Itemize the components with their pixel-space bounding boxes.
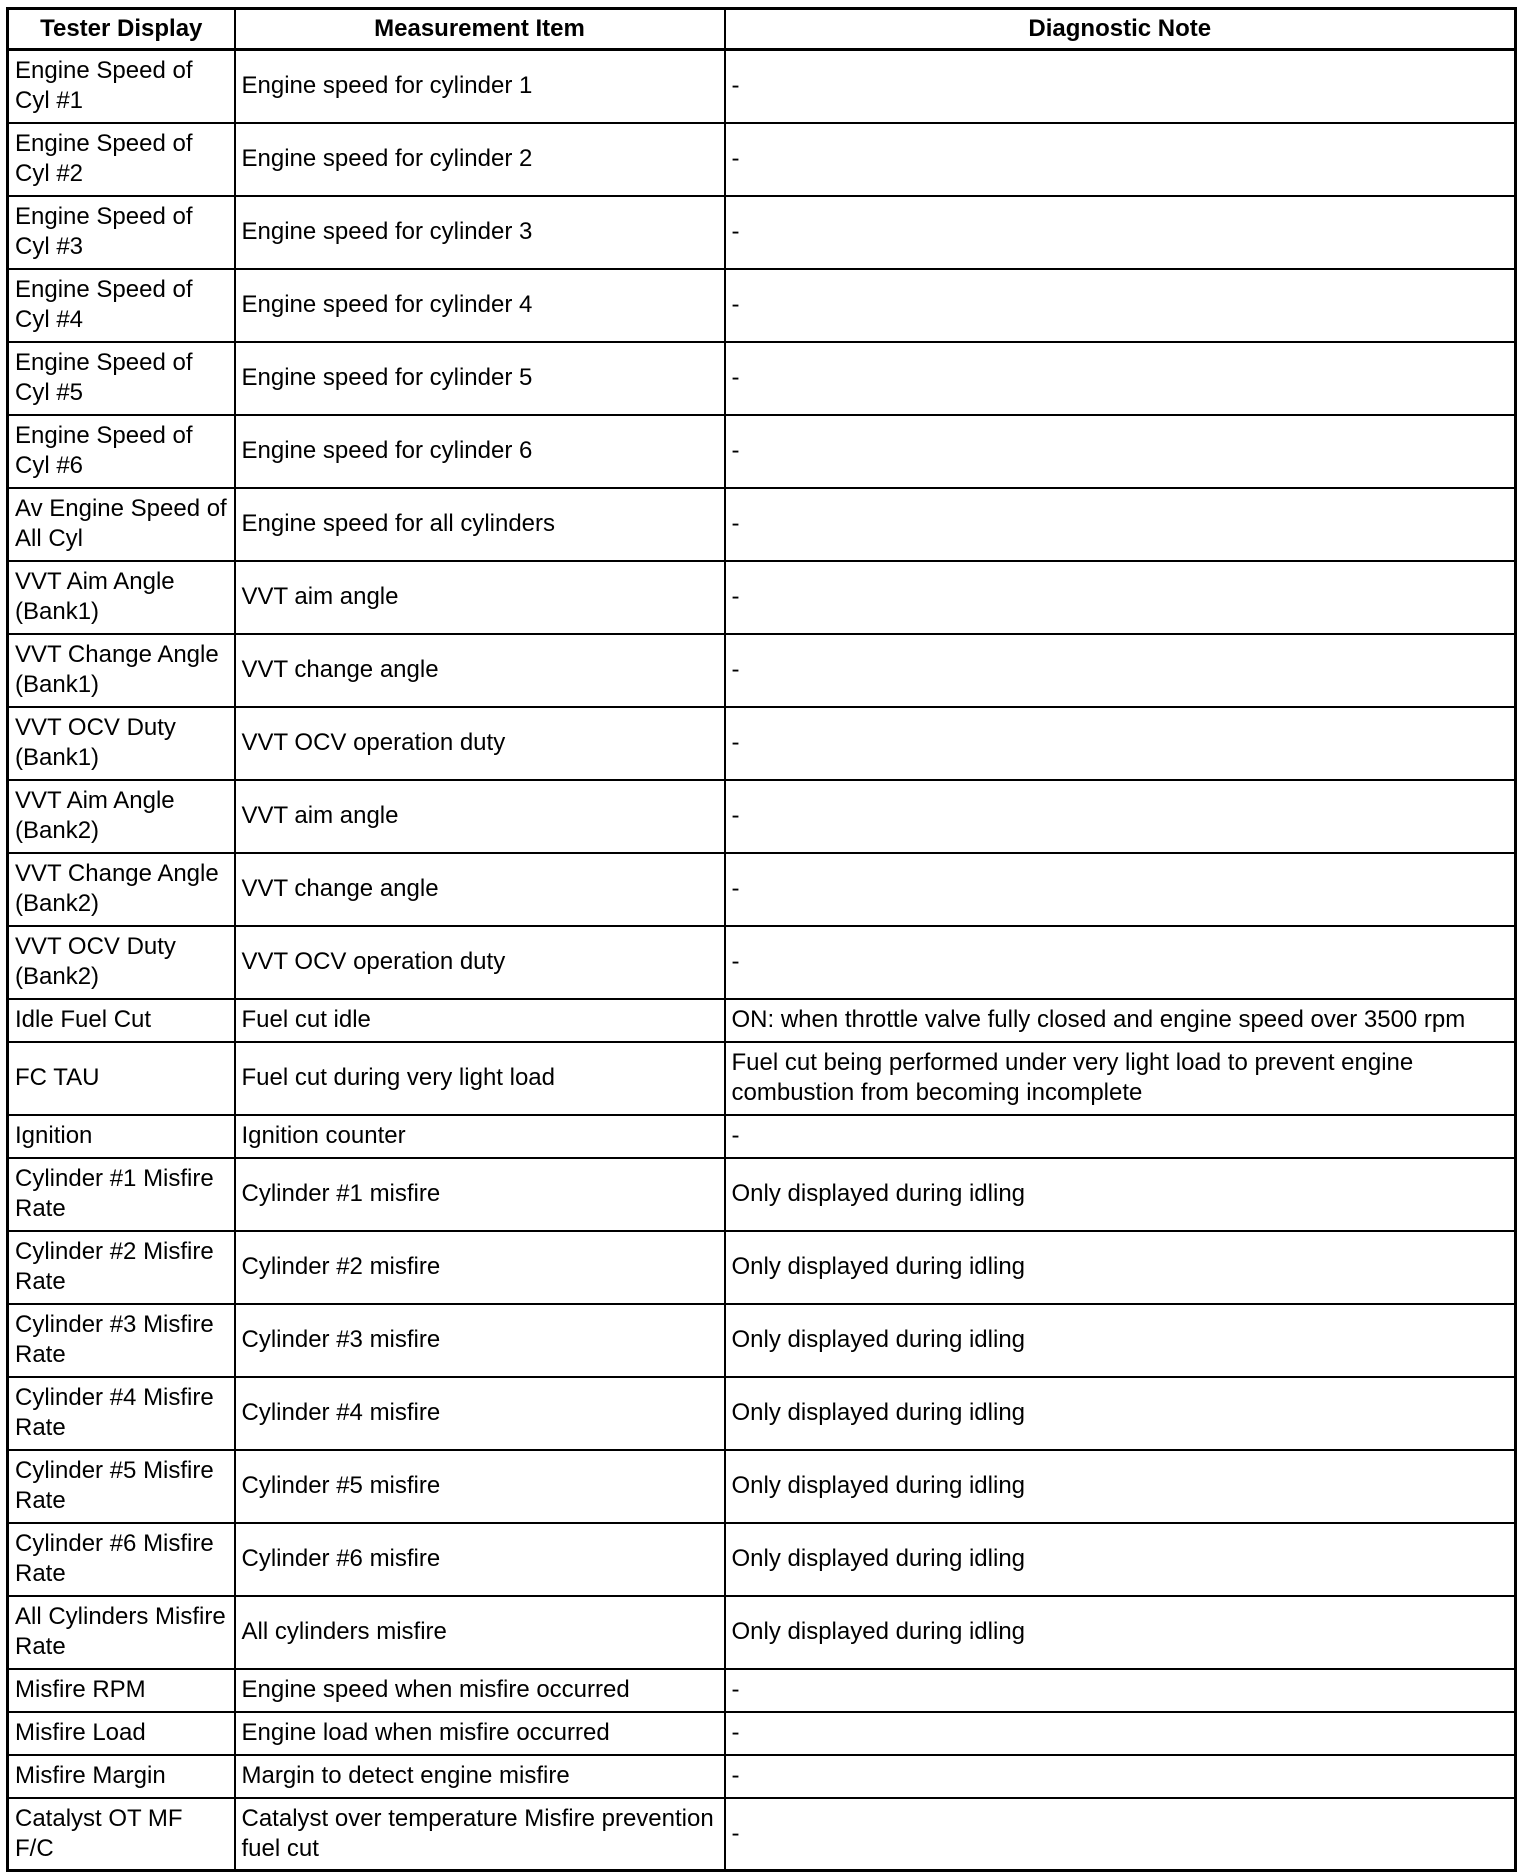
cell-diagnostic-note: - <box>725 1669 1516 1712</box>
table-row <box>8 1712 1516 1755</box>
cell-tester-display: Engine Speed of Cyl #4 <box>8 269 235 342</box>
cell-diagnostic-note: - <box>725 707 1516 780</box>
cell-tester-display: VVT Change Angle (Bank2) <box>8 853 235 926</box>
cell-tester-display: Cylinder #1 Misfire Rate <box>8 1158 235 1231</box>
cell-measurement-item: Engine speed for cylinder 5 <box>235 342 725 415</box>
cell-measurement-item: Engine speed for cylinder 2 <box>235 123 725 196</box>
header-measurement-item: Measurement Item <box>235 9 725 50</box>
table-header-row <box>8 9 1516 50</box>
cell-diagnostic-note: - <box>725 415 1516 488</box>
cell-tester-display: FC TAU <box>8 1042 235 1115</box>
cell-measurement-item: Engine speed for cylinder 6 <box>235 415 725 488</box>
cell-tester-display: Cylinder #2 Misfire Rate <box>8 1231 235 1304</box>
header-diagnostic-note: Diagnostic Note <box>725 9 1516 50</box>
header-tester-display: Tester Display <box>8 9 235 50</box>
cell-measurement-item: All cylinders misfire <box>235 1596 725 1669</box>
cell-measurement-item: Cylinder #1 misfire <box>235 1158 725 1231</box>
table-row <box>8 1304 1516 1377</box>
cell-tester-display: Misfire RPM <box>8 1669 235 1712</box>
cell-measurement-item: Engine speed when misfire occurred <box>235 1669 725 1712</box>
table-row <box>8 269 1516 342</box>
cell-diagnostic-note: - <box>725 634 1516 707</box>
cell-tester-display: All Cylinders Misfire Rate <box>8 1596 235 1669</box>
cell-diagnostic-note: - <box>725 561 1516 634</box>
cell-tester-display: Idle Fuel Cut <box>8 999 235 1042</box>
cell-tester-display: Engine Speed of Cyl #2 <box>8 123 235 196</box>
table-row <box>8 1042 1516 1115</box>
cell-tester-display: Ignition <box>8 1115 235 1158</box>
cell-diagnostic-note: - <box>725 123 1516 196</box>
cell-measurement-item: Margin to detect engine misfire <box>235 1755 725 1798</box>
cell-diagnostic-note: Only displayed during idling <box>725 1523 1516 1596</box>
table-row <box>8 707 1516 780</box>
cell-diagnostic-note: - <box>725 1712 1516 1755</box>
cell-diagnostic-note: - <box>725 1798 1516 1871</box>
cell-diagnostic-note: Only displayed during idling <box>725 1596 1516 1669</box>
table-row <box>8 488 1516 561</box>
cell-measurement-item: VVT aim angle <box>235 780 725 853</box>
cell-tester-display: Catalyst OT MF F/C <box>8 1798 235 1871</box>
cell-diagnostic-note: - <box>725 196 1516 269</box>
cell-measurement-item: Engine load when misfire occurred <box>235 1712 725 1755</box>
table-row <box>8 1523 1516 1596</box>
cell-measurement-item: Catalyst over temperature Misfire prevention fuel cut <box>235 1798 725 1871</box>
cell-tester-display: Misfire Load <box>8 1712 235 1755</box>
cell-measurement-item: VVT change angle <box>235 853 725 926</box>
cell-tester-display: Cylinder #6 Misfire Rate <box>8 1523 235 1596</box>
cell-measurement-item: VVT OCV operation duty <box>235 707 725 780</box>
cell-measurement-item: Cylinder #3 misfire <box>235 1304 725 1377</box>
cell-tester-display: Misfire Margin <box>8 1755 235 1798</box>
cell-measurement-item: VVT aim angle <box>235 561 725 634</box>
diagnostic-data-table <box>6 7 1517 1872</box>
table-row <box>8 1115 1516 1158</box>
table-row <box>8 999 1516 1042</box>
cell-measurement-item: Engine speed for cylinder 4 <box>235 269 725 342</box>
cell-measurement-item: Ignition counter <box>235 1115 725 1158</box>
cell-measurement-item: VVT OCV operation duty <box>235 926 725 999</box>
cell-tester-display: Engine Speed of Cyl #6 <box>8 415 235 488</box>
table-row <box>8 196 1516 269</box>
table-row <box>8 926 1516 999</box>
cell-measurement-item: Engine speed for cylinder 1 <box>235 50 725 123</box>
cell-tester-display: Engine Speed of Cyl #5 <box>8 342 235 415</box>
table-row <box>8 1450 1516 1523</box>
cell-measurement-item: Cylinder #4 misfire <box>235 1377 725 1450</box>
table-row <box>8 853 1516 926</box>
cell-diagnostic-note: - <box>725 780 1516 853</box>
cell-diagnostic-note: Only displayed during idling <box>725 1377 1516 1450</box>
table-row <box>8 415 1516 488</box>
table-row <box>8 1158 1516 1231</box>
table-row <box>8 1377 1516 1450</box>
cell-tester-display: VVT Aim Angle (Bank2) <box>8 780 235 853</box>
cell-diagnostic-note: - <box>725 926 1516 999</box>
table-row <box>8 1669 1516 1712</box>
cell-tester-display: VVT Aim Angle (Bank1) <box>8 561 235 634</box>
table-row <box>8 1231 1516 1304</box>
cell-measurement-item: Fuel cut idle <box>235 999 725 1042</box>
cell-tester-display: Cylinder #4 Misfire Rate <box>8 1377 235 1450</box>
cell-diagnostic-note: - <box>725 1115 1516 1158</box>
cell-measurement-item: Cylinder #5 misfire <box>235 1450 725 1523</box>
table-row <box>8 561 1516 634</box>
cell-measurement-item: Fuel cut during very light load <box>235 1042 725 1115</box>
cell-measurement-item: Engine speed for all cylinders <box>235 488 725 561</box>
cell-diagnostic-note: Only displayed during idling <box>725 1450 1516 1523</box>
cell-diagnostic-note: - <box>725 50 1516 123</box>
cell-measurement-item: Cylinder #2 misfire <box>235 1231 725 1304</box>
cell-diagnostic-note: - <box>725 269 1516 342</box>
cell-diagnostic-note: - <box>725 342 1516 415</box>
table-row <box>8 1755 1516 1798</box>
cell-diagnostic-note: - <box>725 488 1516 561</box>
cell-diagnostic-note: - <box>725 1755 1516 1798</box>
cell-tester-display: Cylinder #5 Misfire Rate <box>8 1450 235 1523</box>
cell-tester-display: Engine Speed of Cyl #1 <box>8 50 235 123</box>
cell-measurement-item: VVT change angle <box>235 634 725 707</box>
cell-diagnostic-note: Fuel cut being performed under very light load to prevent engine combustion from becoming incomplete <box>725 1042 1516 1115</box>
cell-diagnostic-note: Only displayed during idling <box>725 1304 1516 1377</box>
cell-tester-display: VVT OCV Duty (Bank2) <box>8 926 235 999</box>
cell-tester-display: Engine Speed of Cyl #3 <box>8 196 235 269</box>
cell-diagnostic-note: ON: when throttle valve fully closed and engine speed over 3500 rpm <box>725 999 1516 1042</box>
cell-measurement-item: Cylinder #6 misfire <box>235 1523 725 1596</box>
cell-tester-display: Cylinder #3 Misfire Rate <box>8 1304 235 1377</box>
table-row <box>8 50 1516 123</box>
table-row <box>8 123 1516 196</box>
cell-tester-display: VVT OCV Duty (Bank1) <box>8 707 235 780</box>
table-row <box>8 780 1516 853</box>
cell-tester-display: Av Engine Speed of All Cyl <box>8 488 235 561</box>
table-row <box>8 634 1516 707</box>
cell-diagnostic-note: Only displayed during idling <box>725 1158 1516 1231</box>
cell-diagnostic-note: Only displayed during idling <box>725 1231 1516 1304</box>
table-row <box>8 342 1516 415</box>
cell-diagnostic-note: - <box>725 853 1516 926</box>
table-row <box>8 1596 1516 1669</box>
cell-tester-display: VVT Change Angle (Bank1) <box>8 634 235 707</box>
cell-measurement-item: Engine speed for cylinder 3 <box>235 196 725 269</box>
